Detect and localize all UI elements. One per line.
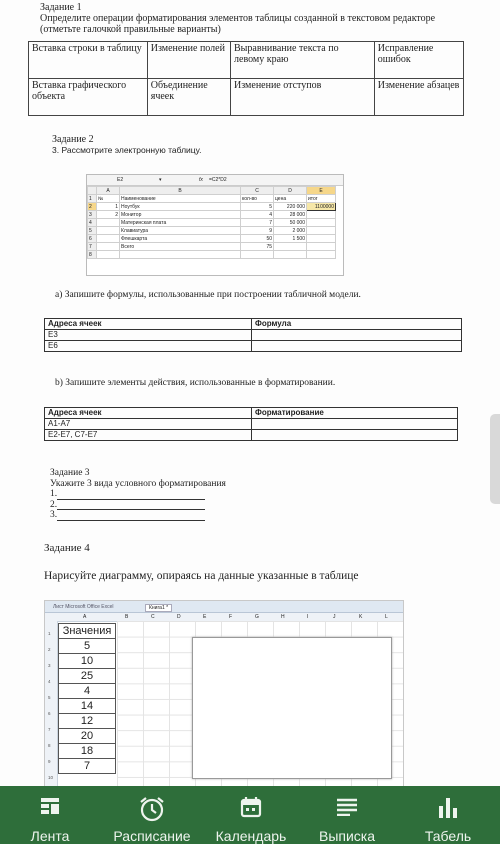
part-b-table [44,407,458,441]
table-row [45,330,462,341]
row-headers: 1 2 3 4 5 6 7 8 9 10 [45,621,58,786]
table-row [45,408,458,419]
table-cell [97,219,120,227]
table-cell: 4 [59,684,116,699]
table-cell: Всего [120,243,241,251]
nav-item-label: Лента [30,828,70,844]
column-header: D [274,187,307,195]
column-header: B [120,187,241,195]
table-cell: кол-во [241,195,274,203]
table-cell: 28 000 [274,211,307,219]
task3-text: Укажите 3 вида условного форматирования [50,478,226,489]
column-header: E [307,187,336,195]
table-cell: Монитор [120,211,241,219]
task4-text: Нарисуйте диаграмму, опираясь на данные указанные в таблице [44,570,359,582]
table-cell: 50 000 [274,219,307,227]
column-header: A [97,187,120,195]
task3-block [50,468,226,521]
table-cell: 75 [241,243,274,251]
list-icon [336,796,358,821]
bar-chart-icon [438,796,458,823]
table-cell: 1 [97,203,120,211]
feed-icon [40,796,60,821]
task1-text [40,2,470,35]
table-cell [307,243,336,251]
column-header: C [241,187,274,195]
nav-item-label: Расписание [113,828,191,844]
table-header: Форматирование [252,408,458,419]
table-cell: 4 [241,211,274,219]
excel-window-image [44,600,404,786]
nav-item-feed[interactable] [0,786,100,844]
table-cell: Объединение ячеек [147,79,230,116]
nav-item-statement[interactable] [298,786,396,844]
excel-tab-bar [45,601,403,613]
table-cell: Флешкарта [120,235,241,243]
table-cell: A1-A7 [45,419,252,430]
table-row: 4 Материнская плата 7 50 000 [88,219,336,227]
table-cell [97,243,120,251]
table-cell: Исправление ошибок [374,42,463,79]
table-row: 3 2 Монитор 4 28 000 [88,211,336,219]
answer-line: 3. [50,510,226,521]
sheet-grid [87,186,336,259]
table-cell: итог [307,195,336,203]
task1-line1: Определите операции форматирования элементов таблицы созданной в текстовом редакторе [40,13,436,24]
table-row: 2 1 Ноутбук 5 220 000 1100000 [89,203,334,210]
table-row: 8 [88,251,336,259]
part-a-text: a) Запишите формулы, использованные при построении табличной модели. [55,290,361,300]
table-cell: Вставка графического объекта [29,79,148,116]
formula-text: =C2*D2 [209,177,227,183]
spreadsheet-image [86,174,344,276]
table-cell: Изменение отступов [231,79,375,116]
table-cell: 220 000 [274,203,307,211]
answer-line: 2. [50,500,226,511]
task1-line2: (отметьте галочкой правильные варианты) [40,24,221,35]
table-cell [97,227,120,235]
table-cell [307,235,336,243]
selected-cell: 1100000 [307,203,336,211]
table-cell [97,235,120,243]
table-cell: E6 [45,341,252,352]
table-row: 7 Всего 75 [88,243,336,251]
task1-table [28,41,464,116]
scrollbar[interactable] [490,414,500,504]
dropdown-icon: ▾ [159,177,162,183]
table-header: Адреса ячеек [45,408,252,419]
table-cell: 14 [59,699,116,714]
column-headers: A B C D E F G H I J K L [45,613,403,622]
table-cell: 20 [59,729,116,744]
task4-heading: Задание 4 [44,542,90,554]
name-box: E2 [117,177,124,183]
table-cell: Ноутбук [120,203,241,211]
empty-chart-area [192,637,392,779]
table-cell: 18 [59,744,116,759]
table-cell [307,219,336,227]
task2-instruction: 3. Рассмотрите электронную таблицу. [52,145,202,155]
table-cell: цена [274,195,307,203]
nav-item-label: Выписка [318,828,376,844]
table-cell: Изменение абзацев [374,79,463,116]
table-cell: E2-E7, C7-E7 [45,430,252,441]
values-table [58,623,116,774]
table-cell: Изменение полей [147,42,230,79]
part-b-text: b) Запишите элементы действия, использованные в форматировании. [55,378,336,388]
table-cell [307,211,336,219]
bottom-nav [0,786,500,844]
table-cell: Материнская плата [120,219,241,227]
answer-line: 1. [50,489,226,500]
window-title: Лист Microsoft Office Excel [53,604,114,610]
table-row [45,319,462,330]
table-cell [307,227,336,235]
table-row: 6 Флешкарта 50 1 500 [88,235,336,243]
table-cell: Наименование [120,195,241,203]
table-cell: Выравнивание текста по левому краю [231,42,375,79]
table-cell: 50 [241,235,274,243]
formula-bar [87,175,343,186]
table-cell: Клавиатура [120,227,241,235]
table-cell: 2 000 [274,227,307,235]
part-a-table [44,318,462,352]
table-cell: Вставка строки в таблицу [29,42,148,79]
table-row [29,79,464,116]
table-header: Значения [59,624,116,639]
nav-item-schedule[interactable] [100,786,204,844]
nav-item-calendar[interactable] [204,786,298,844]
nav-item-label: Табель [424,828,472,844]
table-cell: 7 [59,759,116,774]
task2-text [52,134,201,156]
sheet-tab: Книга1 * [145,604,172,612]
table-cell: 25 [59,669,116,684]
table-cell: 9 [241,227,274,235]
table-row: 1 № Наименование кол-во цена итог [88,195,336,203]
table-cell: 12 [59,714,116,729]
function-icon: fx [199,177,203,183]
nav-item-label: Календарь [215,828,287,844]
table-cell: 7 [241,219,274,227]
table-cell: 2 [97,211,120,219]
table-row [45,419,458,430]
task2-heading: Задание 2 [52,134,94,145]
table-cell: 5 [241,203,274,211]
table-cell [274,243,307,251]
table-cell: 10 [59,654,116,669]
table-cell: № [97,195,120,203]
table-header: Формула [252,319,462,330]
column-header-row [88,187,336,195]
table-cell: 5 [59,639,116,654]
calendar-icon [240,796,262,823]
table-row [45,430,458,441]
table-cell: 1 500 [274,235,307,243]
task1-heading: Задание 1 [40,2,82,13]
table-header: Адреса ячеек [45,319,252,330]
table-row: 5 Клавиатура 9 2 000 [88,227,336,235]
task3-heading: Задание 3 [50,468,90,478]
table-cell: E3 [45,330,252,341]
nav-item-report[interactable] [396,786,500,844]
table-row [45,341,462,352]
clock-icon [139,796,165,827]
table-row [29,42,464,79]
